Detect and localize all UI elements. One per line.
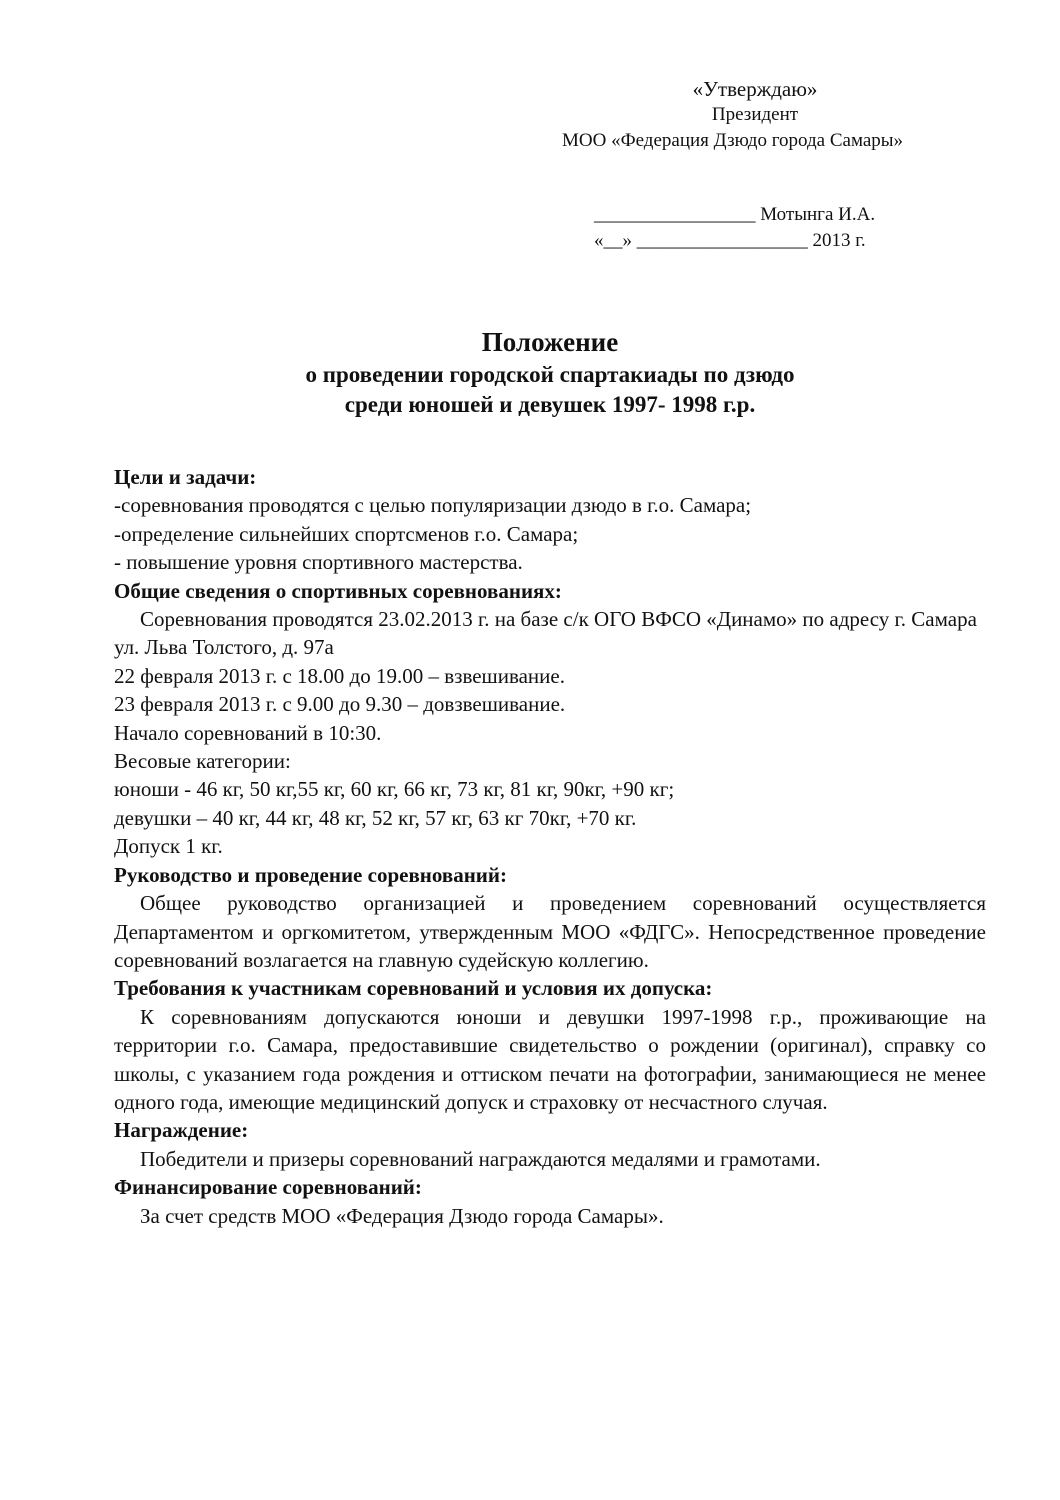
document-subtitle-line-1: о проведении городской спартакиады по дзюдо — [305, 362, 795, 387]
general-line: Допуск 1 кг. — [114, 834, 223, 859]
general-line: Начало соревнований в 10:30. — [114, 720, 382, 745]
goals-line: -определение сильнейших спортсменов г.о. Самара; — [114, 521, 579, 546]
general-line: 22 февраля 2013 г. с 18.00 до 19.00 – взвешивание. — [114, 663, 565, 688]
document-subtitle-line-2: среди юношей и девушек 1997- 1998 г.р. — [344, 392, 756, 417]
management-text: Общее руководство организацией и проведением соревнований осуществляется Департаментом и оргкомитетом, утвержденным МОО «ФДГС». Непосредственное проведение соревнований возлагается на главную судейскую коллегию. — [114, 891, 986, 972]
signature-name-line: _________________ Мотынга И.А. — [594, 204, 876, 225]
awards-text: Победители и призеры соревнований награждаются медалями и грамотами. — [140, 1146, 821, 1171]
section-heading-requirements: Требования к участникам соревнований и условия их допуска: — [114, 976, 713, 1001]
requirements-text: К соревнованиям допускаются юноши и девушки 1997-1998 г.р., проживающие на территории г.о. Самара, предоставившие свидетельство о рождении (оригинал), справку со школы, с указанием года рождения и оттиском печати на фотографии, занимающиеся не менее одного года, имеющие медицинский допуск и страховку от несчастного случая. — [114, 1004, 986, 1114]
finance-text: За счет средств МОО «Федерация Дзюдо города Самары». — [140, 1203, 664, 1228]
general-line: юноши - 46 кг, 50 кг,55 кг, 60 кг, 66 кг, 73 кг, 81 кг, 90кг, +90 кг; — [114, 777, 675, 802]
section-heading-awards: Награждение: — [114, 1118, 249, 1143]
document-title: Положение — [481, 327, 619, 357]
general-venue-text: Соревнования проводятся 23.02.2013 г. на базе с/к ОГО ВФСО «Динамо» по адресу г. Самара ул. Льва Толстого, д. 97а — [114, 607, 977, 660]
approval-word: «Утверждаю» — [692, 77, 818, 101]
general-line: девушки – 40 кг, 44 кг, 48 кг, 52 кг, 57 кг, 63 кг 70кг, +70 кг. — [114, 805, 637, 830]
section-heading-finance: Финансирование соревнований: — [114, 1175, 422, 1200]
approval-block — [540, 76, 980, 154]
approver-organization: МОО «Федерация Дзюдо города Самары» — [562, 130, 904, 151]
document-body — [114, 463, 986, 1230]
goals-line: - повышение уровня спортивного мастерства. — [114, 550, 523, 575]
section-heading-general: Общие сведения о спортивных соревнованиях: — [114, 578, 562, 603]
signature-date-line: «__» __________________ 2013 г. — [594, 230, 866, 251]
goals-line: -соревнования проводятся с целью популяризации дзюдо в г.о. Самара; — [114, 493, 752, 518]
section-heading-goals: Цели и задачи: — [114, 465, 257, 489]
section-heading-management: Руководство и проведение соревнований: — [114, 862, 508, 887]
approver-post: Президент — [711, 104, 799, 125]
signature-block — [594, 202, 934, 254]
document-title-block — [100, 324, 1000, 420]
general-line: Весовые категории: — [114, 749, 291, 774]
general-line: 23 февраля 2013 г. с 9.00 до 9.30 – довзвешивание. — [114, 692, 566, 717]
